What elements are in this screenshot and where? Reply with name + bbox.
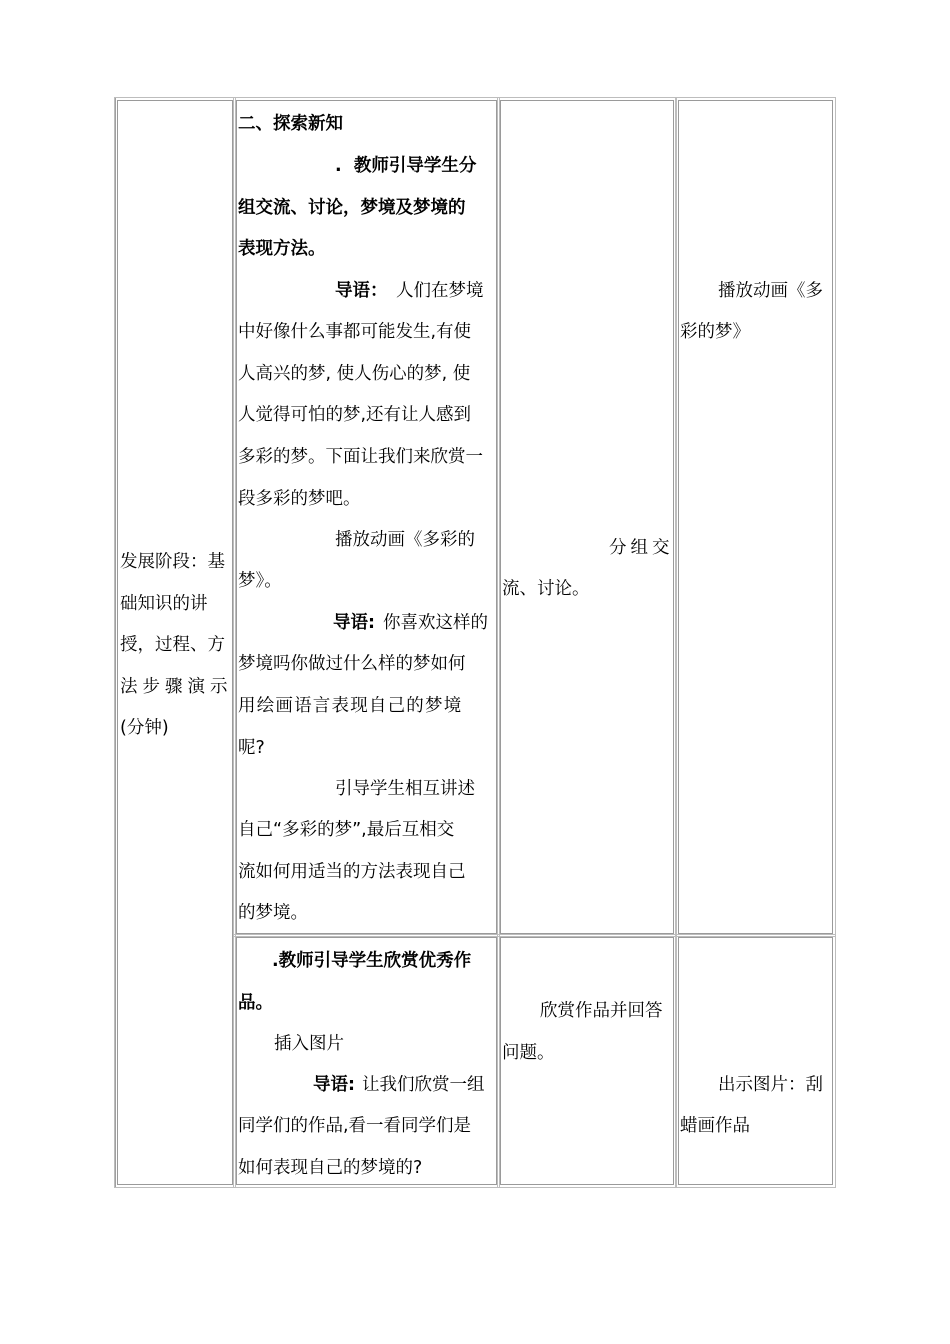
guide-line: 引导学生相互讲述 — [335, 779, 475, 799]
guide-line: 人高兴的梦, 使人伤心的梦, 使 — [238, 364, 471, 384]
guide-line: 同学们的作品,看一看同学们是 — [238, 1116, 472, 1136]
point-line: . 教师引导学生分 — [335, 156, 477, 176]
guide-line: 你喜欢这样的 — [383, 613, 488, 633]
insert-image-line: 插入图片 — [274, 1034, 344, 1054]
media-line: 播放动画《多 — [718, 281, 823, 301]
guide-line: 流如何用适当的方法表现自己 — [238, 862, 466, 882]
guide-label: 导语: — [313, 1075, 355, 1095]
student-activity-line: 欣赏作品并回答 — [540, 1001, 663, 1021]
stage-line: 法步骤演示 — [120, 677, 233, 697]
stage-line: (分钟) — [120, 718, 169, 738]
teacher-activity-cell-2 — [236, 937, 497, 1185]
guide-line: 的梦境。 — [238, 903, 308, 923]
guide-line: 如何表现自己的梦境的? — [238, 1158, 423, 1178]
section-heading: 二、探索新知 — [238, 114, 343, 134]
point-line: 品。 — [238, 993, 273, 1013]
point-line: 组交流、讨论，梦境及梦境的 — [238, 198, 466, 218]
guide-line: 人们在梦境 — [396, 281, 484, 301]
stage-line: 发展阶段：基 — [120, 552, 225, 572]
guide-line: 中好像什么事都可能发生,有使 — [238, 322, 472, 342]
guide-label: 导语: — [333, 613, 375, 633]
point-line: 表现方法。 — [238, 239, 326, 259]
guide-line: 自己“多彩的梦”,最后互相交 — [238, 820, 455, 840]
guide-line: 让我们欣赏一组 — [362, 1075, 485, 1095]
guide-line: 梦境吗你做过什么样的梦如何 — [238, 654, 466, 674]
guide-line: 段多彩的梦吧。 — [238, 489, 361, 509]
guide-line: 用绘画语言表现自己的梦境 — [238, 696, 463, 716]
teacher-activity-cell-1 — [236, 100, 497, 934]
media-cell-2 — [678, 937, 833, 1185]
student-activity-cell-1 — [500, 100, 674, 934]
animation-line: 梦》。 — [238, 571, 282, 591]
stage-line: 授，过程、方 — [120, 635, 225, 655]
media-line: 彩的梦》 — [680, 322, 750, 342]
animation-line: 播放动画《多彩的 — [335, 530, 475, 550]
point-line: .教师引导学生欣赏优秀作 — [272, 951, 472, 971]
guide-label: 导语： — [335, 281, 388, 301]
student-activity-line: 流、讨论。 — [502, 579, 590, 599]
media-cell-1 — [678, 100, 833, 934]
student-activity-line: 分组交 — [609, 538, 674, 558]
stage-line: 础知识的讲 — [120, 594, 208, 614]
student-activity-line: 问题。 — [502, 1043, 555, 1063]
guide-line: 人觉得可怕的梦,还有让人感到 — [238, 405, 472, 425]
guide-line: 呢? — [238, 738, 265, 758]
media-line: 蜡画作品 — [680, 1116, 750, 1136]
media-line: 出示图片：刮 — [718, 1075, 823, 1095]
guide-line: 多彩的梦。下面让我们来欣赏一 — [238, 447, 483, 467]
